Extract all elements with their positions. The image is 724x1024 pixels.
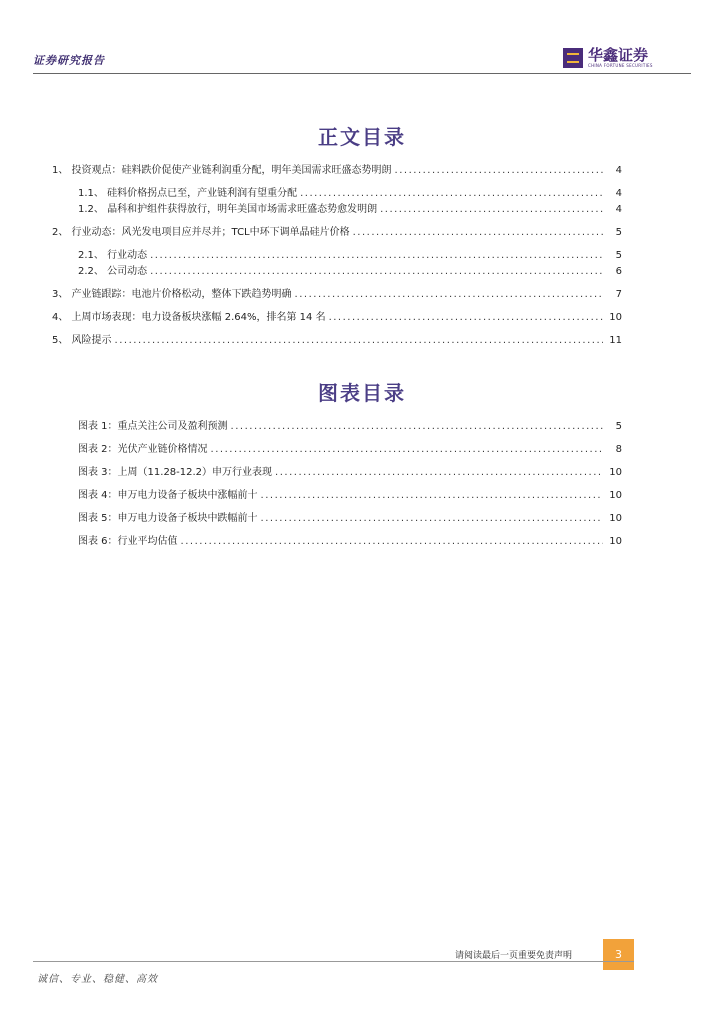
leader-dots — [150, 250, 603, 261]
leader-dots — [275, 467, 603, 478]
figure-item-label: 图表 5：申万电力设备子板块中跌幅前十 — [78, 513, 258, 524]
toc-item-label: 1、 投资观点：硅料跌价促使产业链利润重分配，明年美国需求旺盛态势明朗 — [52, 165, 392, 176]
toc-item[interactable] — [78, 184, 622, 199]
toc-item-page: 4 — [615, 188, 622, 199]
figure-item-label: 图表 4：申万电力设备子板块中涨幅前十 — [78, 490, 258, 501]
toc-item-label: 2、 行业动态：风光发电项目应并尽并；TCL中环下调单晶硅片价格 — [52, 227, 350, 238]
figure-item-page: 10 — [609, 513, 622, 524]
leader-dots — [181, 536, 603, 547]
toc-item-page: 4 — [615, 165, 622, 176]
toc-item[interactable] — [52, 285, 622, 300]
toc-item-page: 10 — [609, 312, 622, 323]
toc-item-page: 4 — [615, 204, 622, 215]
figure-item-label: 图表 6：行业平均估值 — [78, 536, 178, 547]
toc-item-page: 6 — [615, 266, 622, 277]
leader-dots — [295, 289, 603, 300]
company-motto: 诚信、专业、稳健、高效 — [37, 974, 158, 985]
figure-list-item[interactable] — [78, 417, 622, 432]
header-divider — [33, 73, 691, 74]
leader-dots — [300, 188, 603, 199]
leader-dots — [353, 227, 603, 238]
figure-item-page: 10 — [609, 467, 622, 478]
logo-name: 华鑫证券 — [588, 46, 649, 64]
toc-item-label: 2.1、 行业动态 — [78, 250, 148, 261]
leader-dots — [380, 204, 603, 215]
figure-item-page: 8 — [615, 444, 622, 455]
page-number: 3 — [603, 939, 634, 970]
disclaimer-note: 请阅读最后一页重要免责声明 — [455, 951, 573, 961]
figure-list-item[interactable] — [78, 440, 622, 455]
figure-list-item[interactable] — [78, 463, 622, 478]
toc-item[interactable] — [52, 331, 622, 346]
leader-dots — [231, 421, 603, 432]
toc-item-page: 11 — [609, 335, 622, 346]
toc-item-label: 3、 产业链跟踪：电池片价格松动，整体下跌趋势明确 — [52, 289, 292, 300]
toc-item-label: 4、 上周市场表现：电力设备板块涨幅 2.64%，排名第 14 名 — [52, 312, 326, 323]
leader-dots — [261, 513, 603, 524]
leader-dots — [261, 490, 603, 501]
toc-item[interactable] — [78, 200, 622, 215]
leader-dots — [211, 444, 603, 455]
figure-item-label: 图表 3：上周（11.28-12.2）申万行业表现 — [78, 467, 273, 478]
figure-item-label: 图表 2：光伏产业链价格情况 — [78, 444, 208, 455]
figure-item-page: 10 — [609, 536, 622, 547]
figure-item-label: 图表 1：重点关注公司及盈利预测 — [78, 421, 228, 432]
logo-english-name: CHINA FORTUNE SECURITIES — [588, 63, 653, 68]
figures-title: 图表目录 — [318, 381, 406, 405]
report-type-label: 证券研究报告 — [33, 54, 105, 67]
toc-item[interactable] — [52, 161, 622, 176]
toc-item[interactable] — [78, 262, 622, 277]
toc-item[interactable] — [52, 223, 622, 238]
toc-item-label: 1.1、 硅料价格拐点已至，产业链利润有望重分配 — [78, 188, 298, 199]
toc-title: 正文目录 — [318, 125, 406, 149]
leader-dots — [395, 165, 603, 176]
toc-item[interactable] — [52, 308, 622, 323]
leader-dots — [329, 312, 603, 323]
toc-item-label: 1.2、 晶科和护组件获得放行，明年美国市场需求旺盛态势愈发明朗 — [78, 204, 378, 215]
figure-list-item[interactable] — [78, 532, 622, 547]
figure-item-page: 10 — [609, 490, 622, 501]
toc-item-label: 5、 风险提示 — [52, 335, 112, 346]
toc-item-page: 5 — [615, 227, 622, 238]
toc-item-page: 5 — [615, 250, 622, 261]
toc-item[interactable] — [78, 246, 622, 261]
figure-list-item[interactable] — [78, 509, 622, 524]
leader-dots — [150, 266, 603, 277]
leader-dots — [115, 335, 603, 346]
logo-mark-icon — [563, 48, 583, 68]
toc-item-page: 7 — [615, 289, 622, 300]
toc-item-label: 2.2、 公司动态 — [78, 266, 148, 277]
footer-divider — [33, 961, 634, 962]
figure-item-page: 5 — [615, 421, 622, 432]
company-logo — [563, 47, 653, 69]
figure-list-item[interactable] — [78, 486, 622, 501]
